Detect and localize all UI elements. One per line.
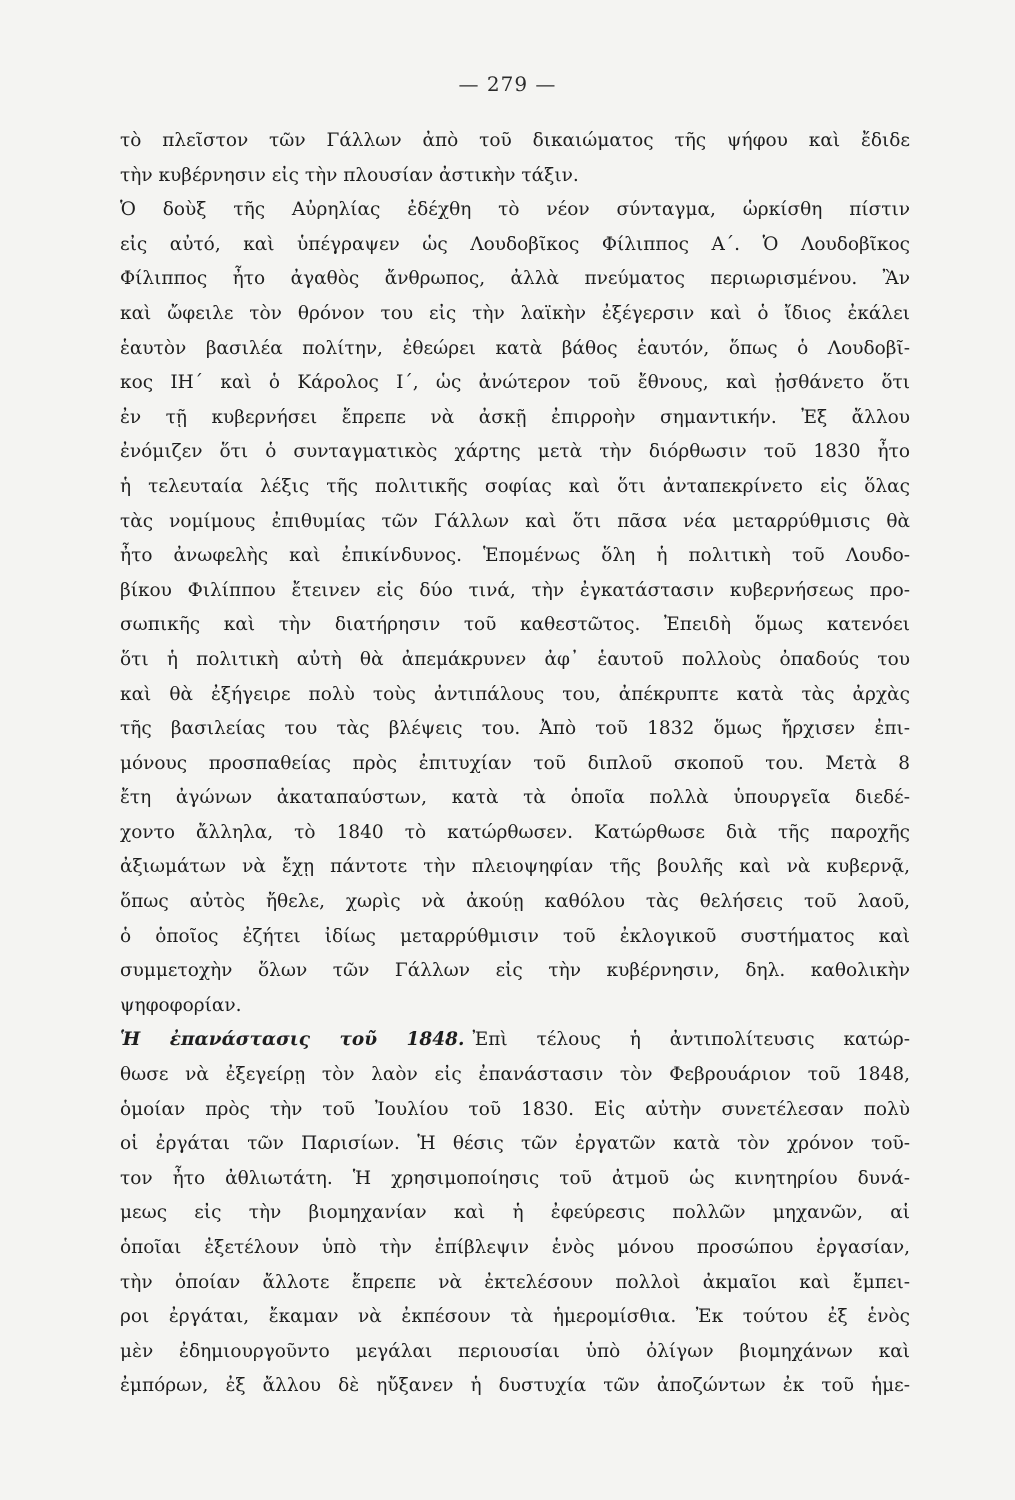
text-line: τὰς νομίμους ἐπιθυμίας τῶν Γάλλων καὶ ὅτι πᾶσα νέα μεταρρύθμισις θὰ	[120, 510, 910, 532]
text-line: ὅτι ἡ πολιτικὴ αὐτὴ θὰ ἀπεμάκρυνεν ἀφ᾽ ἑαυτοῦ πολλοὺς ὀπαδούς του	[120, 648, 910, 670]
text-line-with-heading	[120, 1023, 910, 1058]
text-line: τον ἦτο ἀθλιωτάτη. Ἡ χρησιμοποίησις τοῦ ἀτμοῦ ὡς κινητηρίου δυνά-	[120, 1167, 910, 1189]
text-line: ὁμοίαν πρὸς τὴν τοῦ Ἰουλίου τοῦ 1830. Εἰς αὐτὴν συνετέλεσαν πολὺ	[120, 1098, 910, 1120]
text-line: ψηφοφορίαν.	[120, 994, 242, 1016]
text-line: εἰς αὐτό, καὶ ὑπέγραψεν ὡς Λουδοβῖκος Φίλιππος Α΄. Ὁ Λουδοβῖκος	[120, 233, 910, 255]
text-line: κος ΙΗ΄ καὶ ὁ Κάρολος Ι΄, ὡς ἀνώτερον τοῦ ἔθνους, καὶ ᾐσθάνετο ὅτι	[120, 372, 910, 394]
text-line: βίκου Φιλίππου ἔτεινεν εἰς δύο τινά, τὴν ἐγκατάστασιν κυβερνήσεως προ-	[120, 579, 910, 601]
text-line: σωπικῆς καὶ τὴν διατήρησιν τοῦ καθεστῶτος. Ἐπειδὴ ὅμως κατενόει	[120, 614, 910, 636]
text-line: ὅπως αὐτὸς ἤθελε, χωρὶς νὰ ἀκούῃ καθόλου τὰς θελήσεις τοῦ λαοῦ,	[120, 891, 910, 913]
text-line: καὶ θὰ ἐξήγειρε πολὺ τοὺς ἀντιπάλους του, ἀπέκρυπτε κατὰ τὰς ἀρχὰς	[120, 683, 910, 705]
text-line: μὲν ἐδημιουργοῦντο μεγάλαι περιουσίαι ὑπὸ ὀλίγων βιομηχάνων καὶ	[120, 1340, 910, 1362]
text-line: τὴν ὁποίαν ἄλλοτε ἔπρεπε νὰ ἐκτελέσουν πολλοὶ ἀκμαῖοι καὶ ἔμπει-	[120, 1271, 910, 1293]
text-line: τῆς βασιλείας του τὰς βλέψεις του. Ἀπὸ τοῦ 1832 ὅμως ἤρχισεν ἐπι-	[120, 718, 910, 740]
text-line: ὁποῖαι ἐξετέλουν ὑπὸ τὴν ἐπίβλεψιν ἑνὸς μόνου προσώπου ἐργασίαν,	[120, 1237, 910, 1258]
text-line: ἡ τελευταία λέξις τῆς πολιτικῆς σοφίας καὶ ὅτι ἀνταπεκρίνετο εἰς ὅλας	[120, 475, 910, 497]
text-line: ἐμπόρων, ἐξ ἄλλου δὲ ηὔξανεν ἡ δυστυχία τῶν ἀποζώντων ἐκ τοῦ ἡμε-	[120, 1375, 910, 1397]
text-line: ἑαυτὸν βασιλέα πολίτην, ἐθεώρει κατὰ βάθος ἑαυτόν, ὅπως ὁ Λουδοβῖ-	[120, 337, 910, 359]
text-line: Ὁ δοὺξ τῆς Αὐρηλίας ἐδέχθη τὸ νέον σύνταγμα, ὡρκίσθη πίστιν	[120, 199, 910, 221]
section-heading: Ἡ ἐπανάστασις τοῦ 1848.	[120, 1029, 465, 1051]
text-line: ὁ ὁποῖος ἐζήτει ἰδίως μεταρρύθμισιν τοῦ ἐκλογικοῦ συστήματος καὶ	[120, 925, 910, 947]
text-line: συμμετοχὴν ὅλων τῶν Γάλλων εἰς τὴν κυβέρνησιν, δηλ. καθολικὴν	[120, 960, 910, 982]
text-line: ἀξιωμάτων νὰ ἔχῃ πάντοτε τὴν πλειοψηφίαν τῆς βουλῆς καὶ νὰ κυβερνᾷ,	[120, 856, 910, 878]
text-line: μεως εἰς τὴν βιομηχανίαν καὶ ἡ ἐφεύρεσις πολλῶν μηχανῶν, αἱ	[120, 1202, 910, 1224]
text-line: τὴν κυβέρνησιν εἰς τὴν πλουσίαν ἀστικὴν τάξιν.	[120, 164, 579, 186]
text-line: χοντο ἄλληλα, τὸ 1840 τὸ κατώρθωσεν. Κατώρθωσε διὰ τῆς παροχῆς	[120, 821, 910, 843]
page-number: — 279 —	[458, 72, 557, 96]
text-line: θωσε νὰ ἐξεγείρῃ τὸν λαὸν εἰς ἐπανάστασιν τὸν Φεβρουάριον τοῦ 1848,	[120, 1064, 910, 1086]
text-line: Φίλιππος ἦτο ἀγαθὸς ἄνθρωπος, ἀλλὰ πνεύματος περιωρισμένου. Ἂν	[120, 268, 910, 290]
text-line: καὶ ὤφειλε τὸν θρόνον του εἰς τὴν λαϊκὴν ἐξέγερσιν καὶ ὁ ἴδιος ἐκάλει	[120, 302, 910, 324]
text-line: ἦτο ἀνωφελὴς καὶ ἐπικίνδυνος. Ἑπομένως ὅλη ἡ πολιτικὴ τοῦ Λουδο-	[120, 545, 910, 567]
text-line: ἔτη ἀγώνων ἀκαταπαύστων, κατὰ τὰ ὁποῖα πολλὰ ὑπουργεῖα διεδέ-	[120, 787, 910, 809]
text-line: ἐνόμιζεν ὅτι ὁ συνταγματικὸς χάρτης μετὰ τὴν διόρθωσιν τοῦ 1830 ἦτο	[120, 441, 910, 463]
body-text	[120, 124, 910, 1404]
text-line: ἐν τῇ κυβερνήσει ἔπρεπε νὰ ἀσκῇ ἐπιρροὴν σημαντικήν. Ἐξ ἄλλου	[120, 406, 910, 428]
text-line: μόνους προσπαθείας πρὸς ἐπιτυχίαν τοῦ διπλοῦ σκοποῦ του. Μετὰ 8	[120, 752, 910, 774]
text-run: Ἐπὶ τέλους ἡ ἀντιπολίτευσις κατώρ-	[472, 1029, 910, 1051]
text-line: τὸ πλεῖστον τῶν Γάλλων ἀπὸ τοῦ δικαιώματος τῆς ψήφου καὶ ἔδιδε	[120, 130, 910, 151]
text-line: ροι ἐργάται, ἔκαμαν νὰ ἐκπέσουν τὰ ἡμερομίσθια. Ἐκ τούτου ἐξ ἑνὸς	[120, 1306, 910, 1328]
text-line: οἱ ἐργάται τῶν Παρισίων. Ἡ θέσις τῶν ἐργατῶν κατὰ τὸν χρόνον τοῦ-	[120, 1133, 910, 1155]
